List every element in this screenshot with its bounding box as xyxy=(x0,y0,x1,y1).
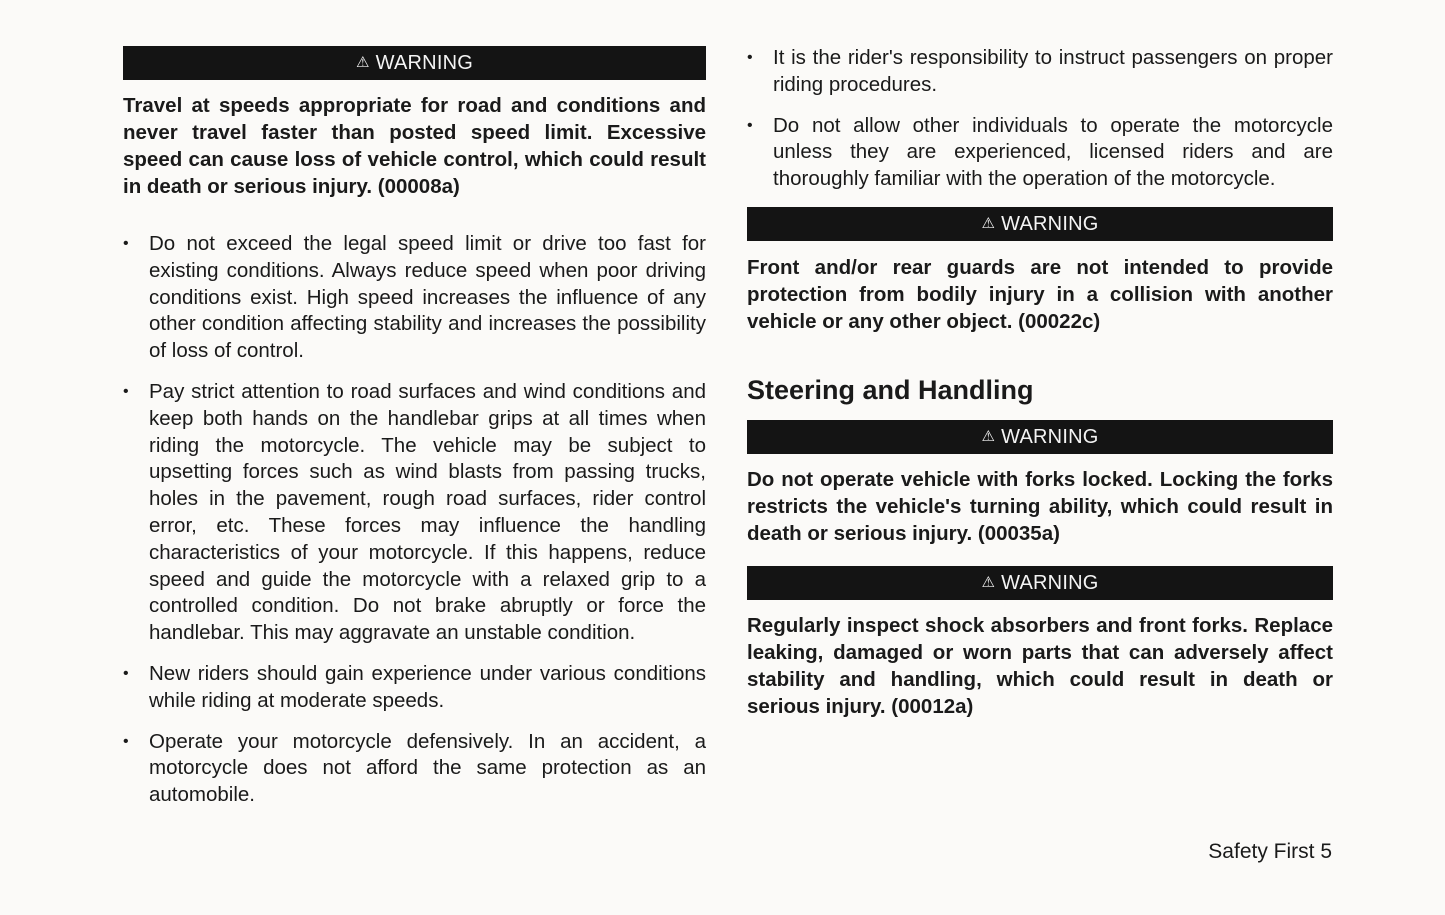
warning-triangle-icon: ⚠ xyxy=(356,54,370,71)
warning-text-forks-locked: Do not operate vehicle with forks locked. Locking the forks restricts the vehicle's turning ability, which could result in death or serious injury. (00035a) xyxy=(747,468,1333,545)
warning-bar-guards xyxy=(747,207,1333,241)
warning-bar-speed xyxy=(123,46,706,80)
bullet-list-left xyxy=(123,231,706,823)
warning-triangle-icon: ⚠ xyxy=(981,574,996,591)
warning-text-speed: Travel at speeds appropriate for road and conditions and never travel faster than posted speed limit. Excessive speed can cause loss of vehicle control, which could result in death or serious injury. (00008a) xyxy=(123,94,706,198)
list-item: • Do not exceed the legal speed limit or drive too fast for existing conditions. Always reduce speed when poor driving conditions exist. High speed increases the influence of any other condition affecting stability and increases the possibility of loss of control. xyxy=(123,231,706,365)
page-footer: Safety First 5 xyxy=(1208,840,1332,863)
warning-triangle-icon: ⚠ xyxy=(981,215,996,232)
warning-label: WARNING xyxy=(1001,571,1099,594)
list-item: • Operate your motorcycle defensively. In an accident, a motorcycle does not afford the same protection as an automobile. xyxy=(123,729,706,809)
section-title: Steering and Handling xyxy=(747,375,1034,405)
warning-text-shocks: Regularly inspect shock absorbers and front forks. Replace leaking, damaged or worn parts that can adversely affect stability and handling, which could result in death or serious injury. (00012a) xyxy=(747,614,1333,718)
warning-label: WARNING xyxy=(1001,425,1099,448)
warning-label: WARNING xyxy=(1001,212,1099,235)
warning-triangle-icon: ⚠ xyxy=(981,428,996,445)
list-item: • It is the rider's responsibility to instruct passengers on proper riding procedures. xyxy=(747,45,1333,99)
list-item: • New riders should gain experience under various conditions while riding at moderate speeds. xyxy=(123,661,706,715)
list-item: • Do not allow other individuals to operate the motorcycle unless they are experienced, licensed riders and are thoroughly familiar with the operation of the motorcycle. xyxy=(747,113,1333,193)
list-item: • Pay strict attention to road surfaces and wind conditions and keep both hands on the handlebar grips at all times when riding the motorcycle. The vehicle may be subject to upsetting forces such as wind blasts from passing trucks, holes in the pavement, rough road surfaces, rider control error, etc. These forces may influence the handling characteristics of your motorcycle. If this happens, reduce speed and guide the motorcycle with a relaxed grip to a controlled condition. Do not brake abruptly or force the handlebar. This may aggravate an unstable condition. xyxy=(123,379,706,647)
warning-label: WARNING xyxy=(375,51,473,74)
warning-text-guards: Front and/or rear guards are not intended to provide protection from bodily injury in a collision with another vehicle or any other object. (00022c) xyxy=(747,256,1333,333)
warning-bar-shocks xyxy=(747,566,1333,600)
warning-bar-forks-locked xyxy=(747,420,1333,454)
bullet-list-right xyxy=(747,45,1333,207)
